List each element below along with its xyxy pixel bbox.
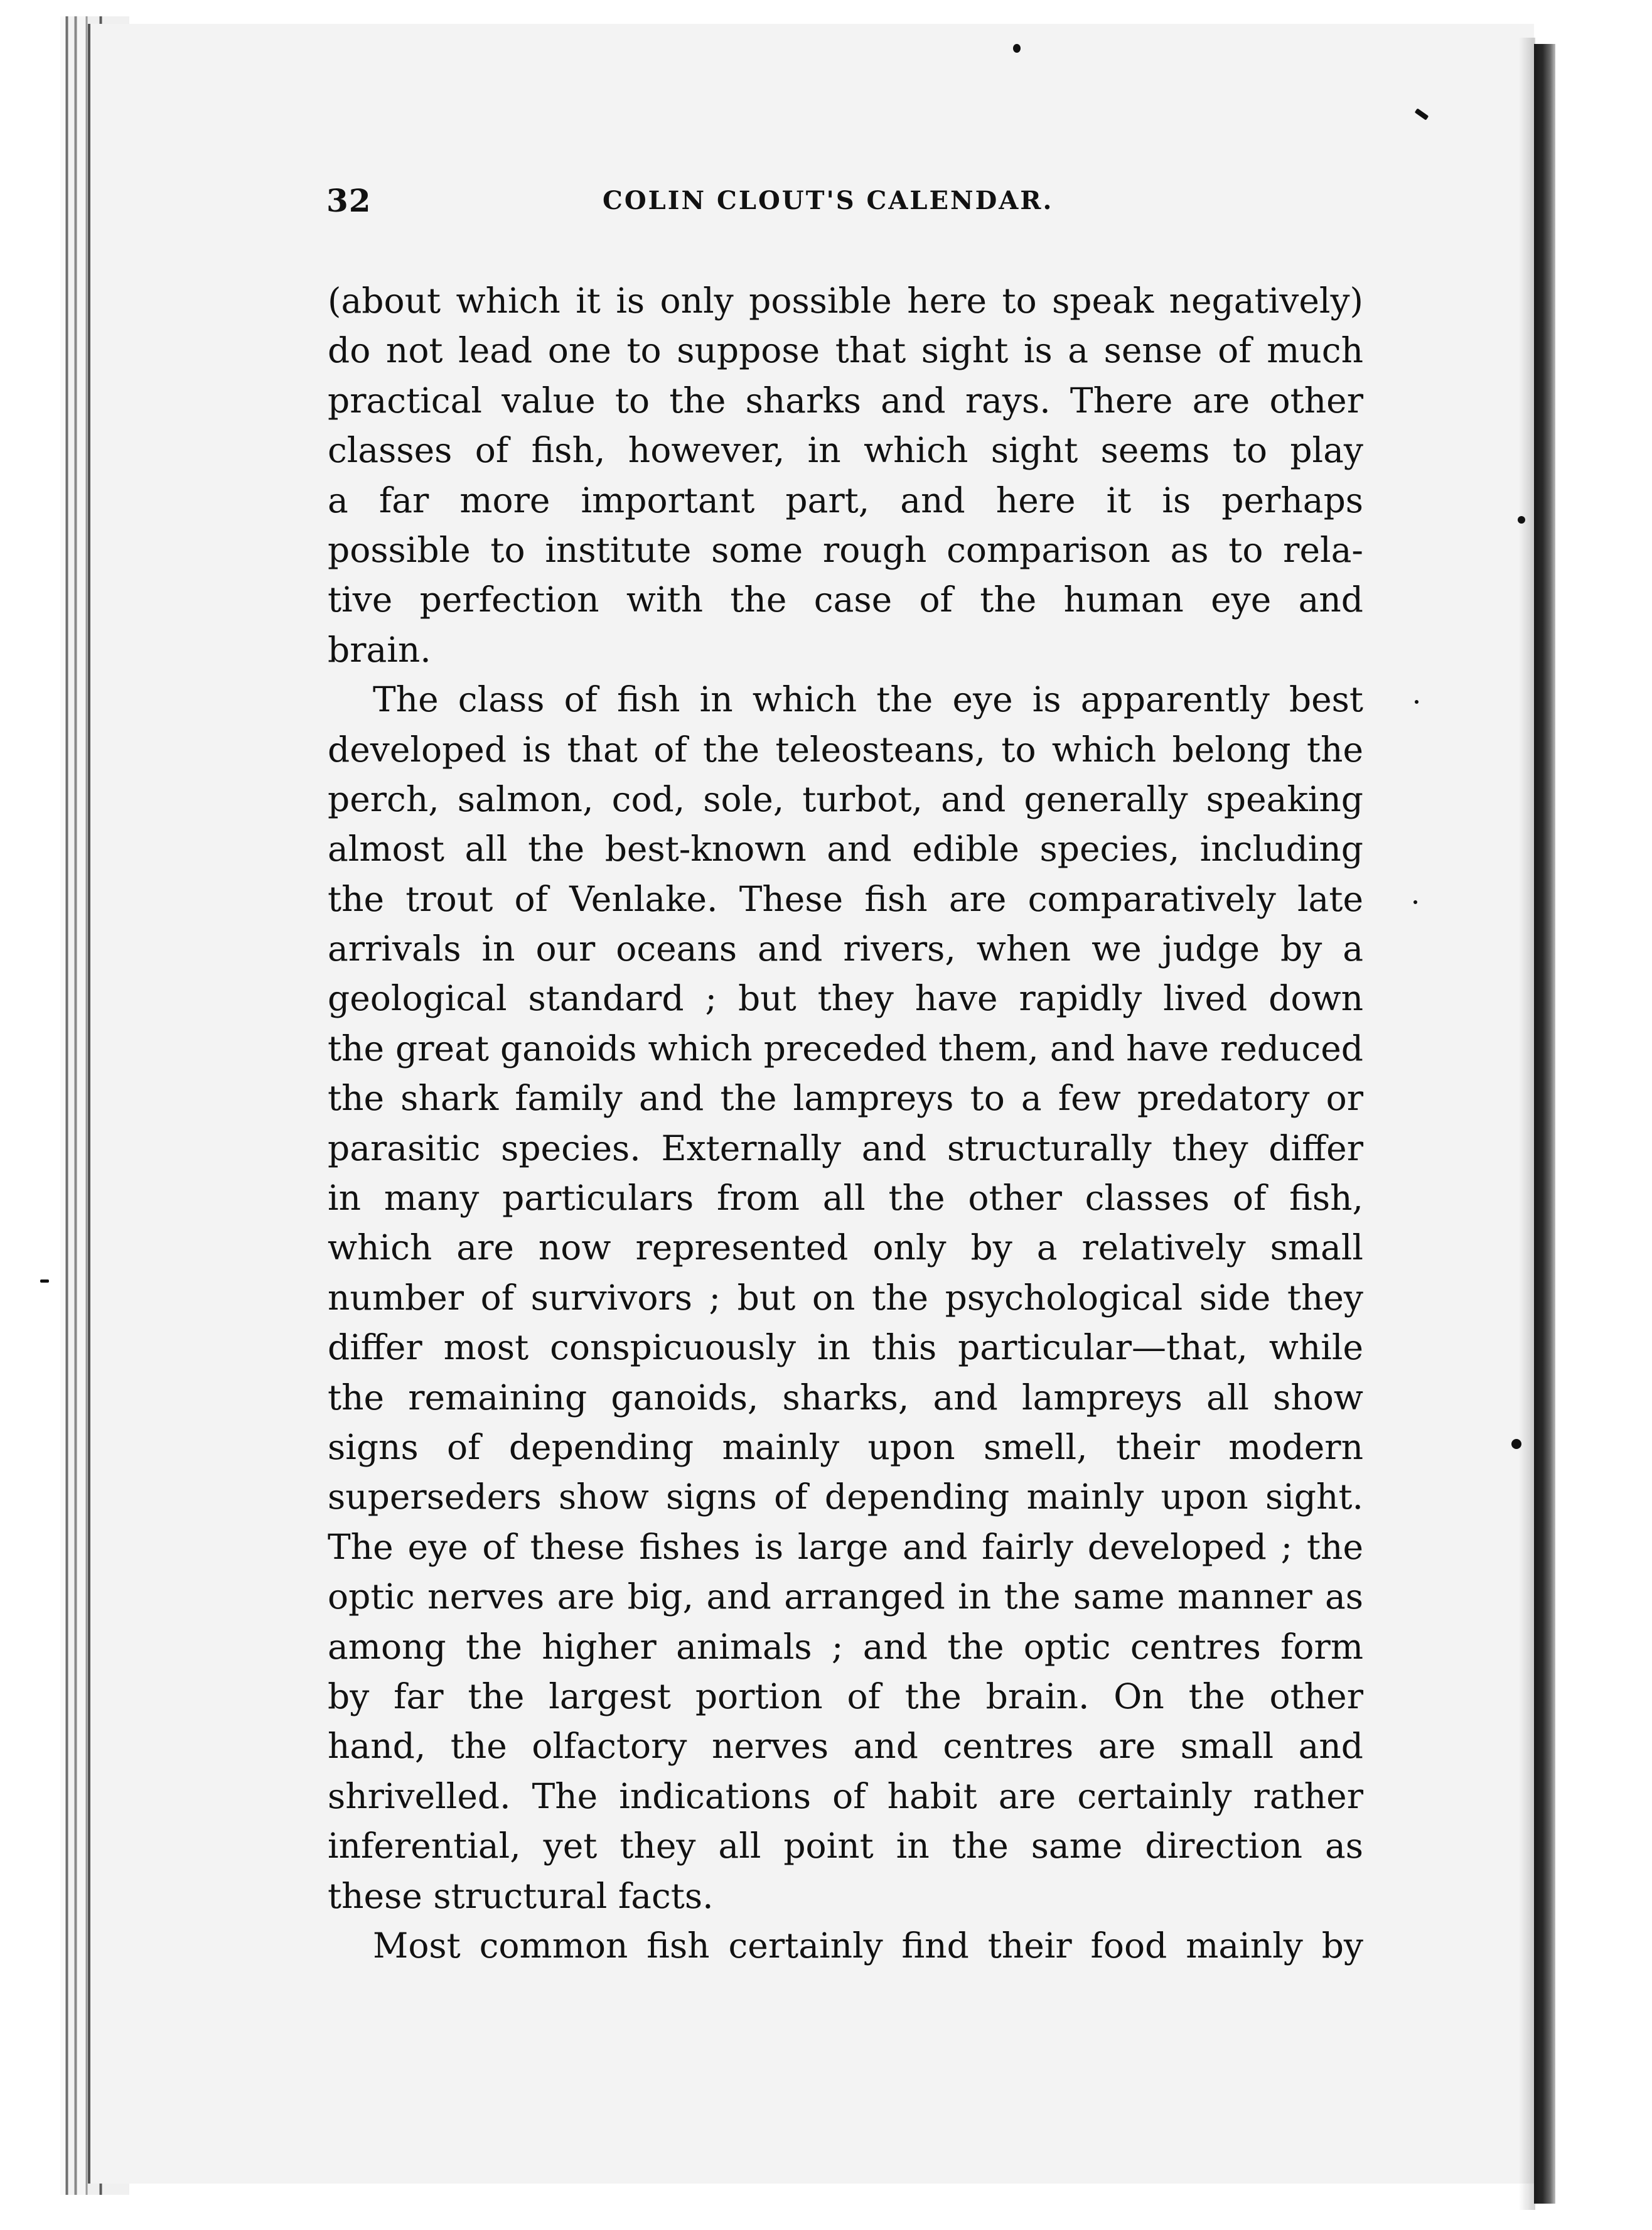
text-line: arrivals in our oceans and rivers, when we judge by a <box>328 929 1363 969</box>
page-header <box>326 182 1393 232</box>
text-line: optic nerves are big, and arranged in the same manner as <box>328 1576 1363 1617</box>
text-line: brain. <box>328 629 431 670</box>
text-line: among the higher animals ; and the optic centres form <box>328 1626 1363 1667</box>
text-line: the shark family and the lampreys to a few predatory or <box>328 1078 1363 1119</box>
text-line: a far more important part, and here it is perhaps <box>328 480 1363 520</box>
text-line: differ most conspicuously in this particular—that, while <box>328 1327 1363 1368</box>
text-line: (about which it is only possible here to speak negatively) <box>328 281 1363 321</box>
ink-speck <box>1518 516 1525 524</box>
ink-speck <box>1511 1439 1521 1449</box>
text-line: developed is that of the teleosteans, to which belong the <box>328 729 1363 770</box>
ink-speck <box>1013 44 1021 53</box>
text-line: number of survivors ; but on the psychological side they <box>328 1277 1363 1318</box>
text-line: almost all the best-known and edible species, including <box>328 829 1363 870</box>
ink-speck <box>40 1279 49 1283</box>
text-line: practical value to the sharks and rays. There are other <box>328 380 1363 421</box>
text-line: hand, the olfactory nerves and centres are small and <box>328 1726 1363 1767</box>
text-line: do not lead one to suppose that sight is a sense of much <box>328 330 1363 371</box>
ink-speck <box>1413 900 1417 904</box>
page-edge-shadow <box>1519 38 1535 2210</box>
text-line: possible to institute some rough comparison as to rela- <box>328 529 1363 570</box>
page-number: 32 <box>326 182 372 219</box>
text-line: the great ganoids which preceded them, and have reduced <box>328 1028 1363 1069</box>
text-line: classes of fish, however, in which sight seems to play <box>328 430 1363 471</box>
text-line: The class of fish in which the eye is apparently best <box>373 679 1363 720</box>
text-line: the trout of Venlake. These fish are comparatively late <box>328 878 1363 919</box>
text-line: which are now represented only by a relatively small <box>328 1227 1363 1268</box>
text-line: The eye of these fishes is large and fairly developed ; the <box>328 1526 1363 1567</box>
text-line: geological standard ; but they have rapidly lived down <box>328 978 1363 1019</box>
text-line: these structural facts. <box>328 1875 714 1916</box>
text-line: superseders show signs of depending mainly upon sight. <box>328 1477 1363 1517</box>
text-line: parasitic species. Externally and structurally they differ <box>328 1128 1363 1168</box>
text-line: inferential, yet they all point in the same direction as <box>328 1826 1363 1866</box>
body-text <box>328 276 1363 1971</box>
text-line: signs of depending mainly upon smell, their modern <box>328 1426 1363 1467</box>
text-line: perch, salmon, cod, sole, turbot, and generally speaking <box>328 778 1363 819</box>
text-line: by far the largest portion of the brain. On the other <box>328 1676 1363 1716</box>
text-line: tive perfection with the case of the human eye and <box>328 579 1363 620</box>
running-head: COLIN CLOUT'S CALENDAR. <box>603 186 1054 215</box>
text-line: the remaining ganoids, sharks, and lampreys all show <box>328 1377 1363 1418</box>
facing-page-edge <box>1534 44 1555 2204</box>
text-line: Most common fish certainly find their food mainly by <box>373 1925 1363 1966</box>
text-line: in many particulars from all the other classes of fish, <box>328 1178 1363 1219</box>
text-line: shrivelled. The indications of habit are certainly rather <box>328 1775 1363 1816</box>
ink-speck <box>1415 700 1419 704</box>
